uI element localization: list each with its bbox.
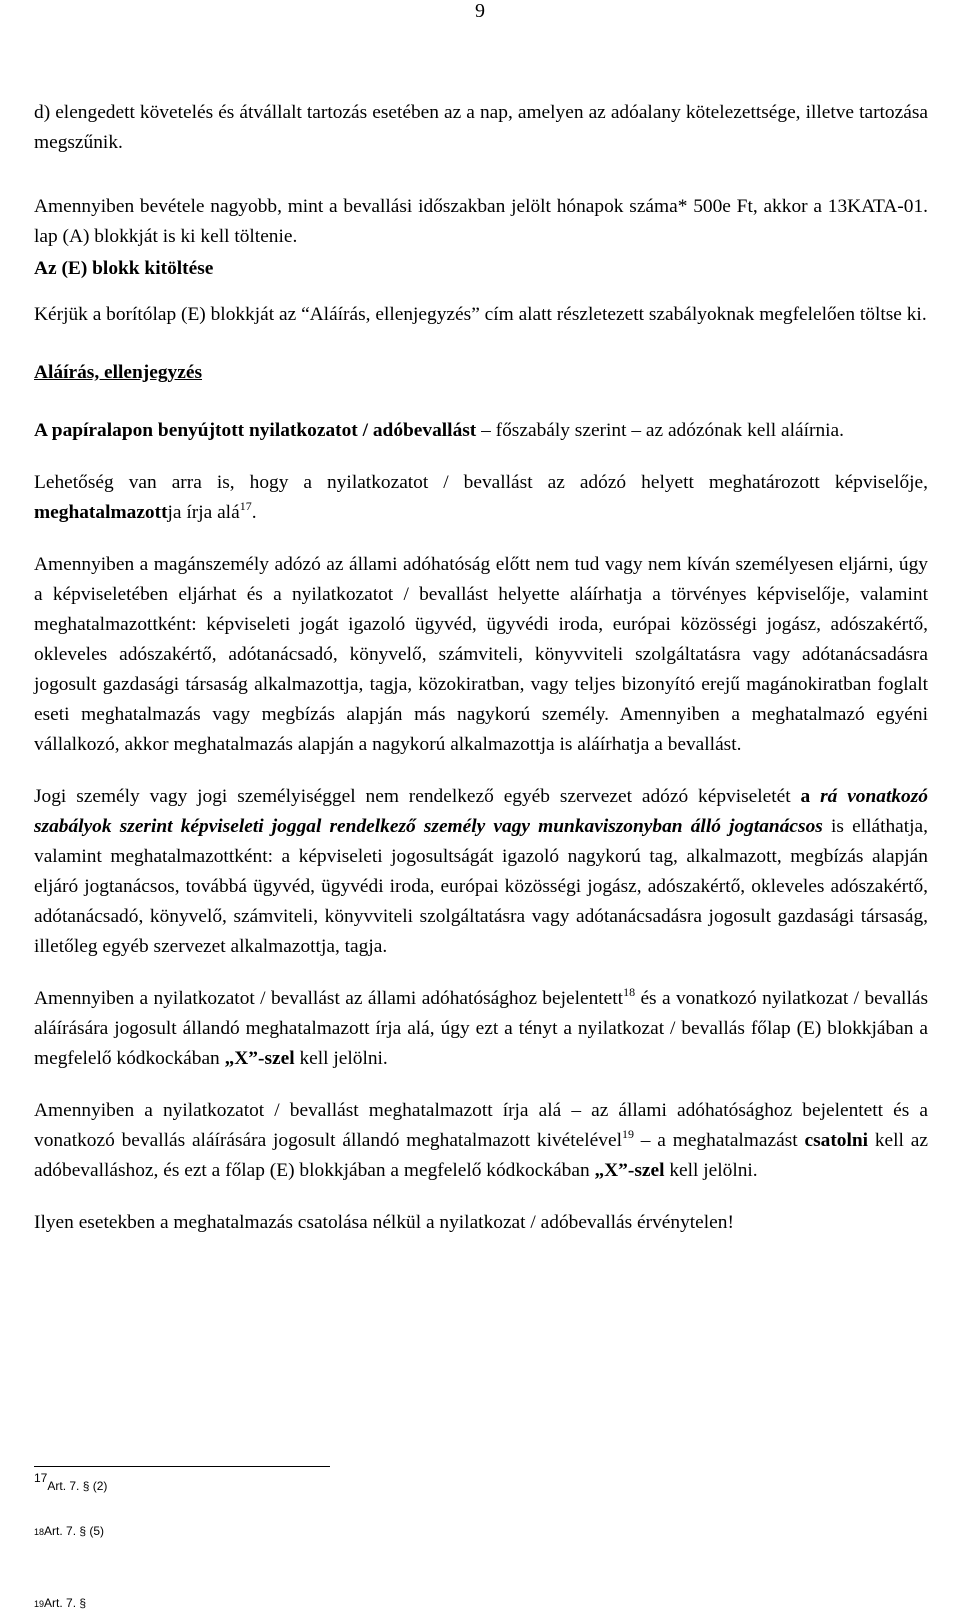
attach-text-d: kell jelölni. (664, 1160, 758, 1181)
footnote-ref-19: 19 (621, 1127, 634, 1141)
legal-entity-text-a: Jogi személy vagy jogi személyiséggel nem rendelkező egyéb szervezet adózó képviseletét (34, 786, 801, 807)
permanent-text-b: és a vonatkozó nyilatkozat / bevallás aláírására jogosult állandó meghatalmazott írja alá, úgy ezt a tényt a nyilatkozat / bevallás főlap (E) blokkjában a megfelelő kódkockában (34, 988, 928, 1069)
footnote-divider (34, 1466, 330, 1467)
paragraph-legal-entity (34, 782, 928, 962)
page-number: 9 (475, 0, 485, 22)
heading-e-block: Az (E) blokk kitöltése (34, 258, 214, 279)
heading-signature: Aláírás, ellenjegyzés (34, 362, 203, 383)
footnote-ref-17: 17 (239, 499, 252, 513)
legal-entity-bold-italic: rá vonatkozó szabályok szerint képviseleti joggal rendelkező személy vagy munkaviszonyban álló jogtanácsos (34, 786, 928, 837)
paragraph-item-d: d) elengedett követelés és átvállalt tartozás esetében az a nap, amelyen az adóalany kötelezettsége, illetve tartozása megszűnik. (34, 102, 928, 153)
attach-text-a: Amennyiben a nyilatkozatot / bevallást meghatalmazott írja alá – az állami adóhatósághoz bejelentett és a vonatkozó bevallás aláírására jogosult állandó meghatalmazott kivételével (34, 1100, 928, 1151)
attach-bold-csatolni: csatolni (804, 1130, 869, 1151)
footnote-number: 17 (34, 1471, 48, 1485)
footnote-17 (34, 1471, 108, 1493)
paragraph-signing-rule (34, 416, 928, 446)
signing-rule-rest: – főszabály szerint – az adózónak kell aláírnia. (476, 420, 844, 441)
paragraph-invalid-warning: Ilyen esetekben a meghatalmazás csatolása nélkül a nyilatkozat / adóbevallás érvénytelen! (34, 1212, 734, 1233)
footnote-18 (34, 1524, 104, 1538)
paragraph-cover-sheet: Kérjük a borítólap (E) blokkját az “Aláírás, ellenjegyzés” cím alatt részletezett szabályoknak megfelelően töltse ki. (34, 304, 927, 325)
representative-text-b: ja írja alá (167, 502, 240, 523)
representative-bold: meghatalmazott (34, 502, 168, 523)
footnote-ref-18: 18 (623, 985, 636, 999)
legal-entity-bold-a: a (800, 786, 811, 807)
paragraph-permanent-authorized (34, 984, 928, 1074)
footnote-text: Art. 7. § (5) (44, 1524, 105, 1538)
paragraph-representative (34, 468, 928, 528)
permanent-text-a: Amennyiben a nyilatkozatot / bevallást az állami adóhatósághoz bejelentett (34, 988, 624, 1009)
footnote-number: 18 (34, 1527, 45, 1537)
signing-rule-bold: A papíralapon benyújtott nyilatkozatot / adóbevallást (34, 420, 477, 441)
document-body (34, 98, 928, 1238)
paragraph-attach-authorization (34, 1096, 928, 1186)
footnote-text: Art. 7. § (44, 1596, 87, 1610)
permanent-text-c: kell jelölni. (294, 1048, 388, 1069)
footnote-19 (34, 1596, 86, 1610)
footnote-text: Art. 7. § (2) (47, 1479, 108, 1493)
legal-entity-text-c: is elláthatja, valamint meghatalmazottként: a képviseleti jogosultságát igazoló nagykorú tag, alkalmazott, megbízás alapján eljáró jogtanácsos, továbbá ügyvéd, ügyvédi iroda, európai közösségi jogász, adószakértő, okleveles adószakértő, adótanácsadó, könyvelő, számviteli, könyvviteli szolgáltatásra vagy adótanácsadásra jogosult gazdasági társaság, illetőleg egyéb szervezet alkalmazottja, tagja. (34, 816, 928, 957)
attach-bold-x: „X”-szel (594, 1160, 665, 1181)
representative-text-end: . (251, 502, 257, 523)
representative-text-a: Lehetőség van arra is, hogy a nyilatkozatot / bevallást az adózó helyett meghatározott képviselője, (34, 472, 928, 493)
permanent-bold-x: „X”-szel (224, 1048, 295, 1069)
paragraph-private-person: Amennyiben a magánszemély adózó az állami adóhatóság előtt nem tud vagy nem kíván személyesen eljárni, úgy a képviseletében eljárhat és a nyilatkozatot / bevallást helyette aláírhatja a törvényes képviselője, valamint meghatalmazottként: képviseleti jogát igazoló ügyvéd, ügyvédi iroda, európai közösségi jogász, adószakértő, okleveles adószakértő, adótanácsadó, könyvelő, számviteli, könyvviteli szolgáltatásra vagy adótanácsadásra jogosult gazdasági társaság alkalmazottja, tagja, közokiratban, vagy teljes bizonyító erejű magánokiratban foglalt eseti meghatalmazás vagy megbízás alapján más nagykorú személy. Amennyiben a meghatalmazó egyéni vállalkozó, akkor meghatalmazás alapján a nagykorú alkalmazottja is aláírhatja a bevallást. (34, 554, 928, 755)
attach-text-c: kell az adóbevalláshoz, és ezt a főlap (E) blokkjában a megfelelő kódkockában (34, 1130, 928, 1181)
paragraph-revenue: Amennyiben bevétele nagyobb, mint a bevallási időszakban jelölt hónapok száma* 500e Ft, akkor a 13KATA-01. lap (A) blokkját is ki kell töltenie. (34, 196, 928, 247)
footnote-number: 19 (34, 1599, 45, 1609)
attach-text-b: – a meghatalmazást (633, 1130, 805, 1151)
